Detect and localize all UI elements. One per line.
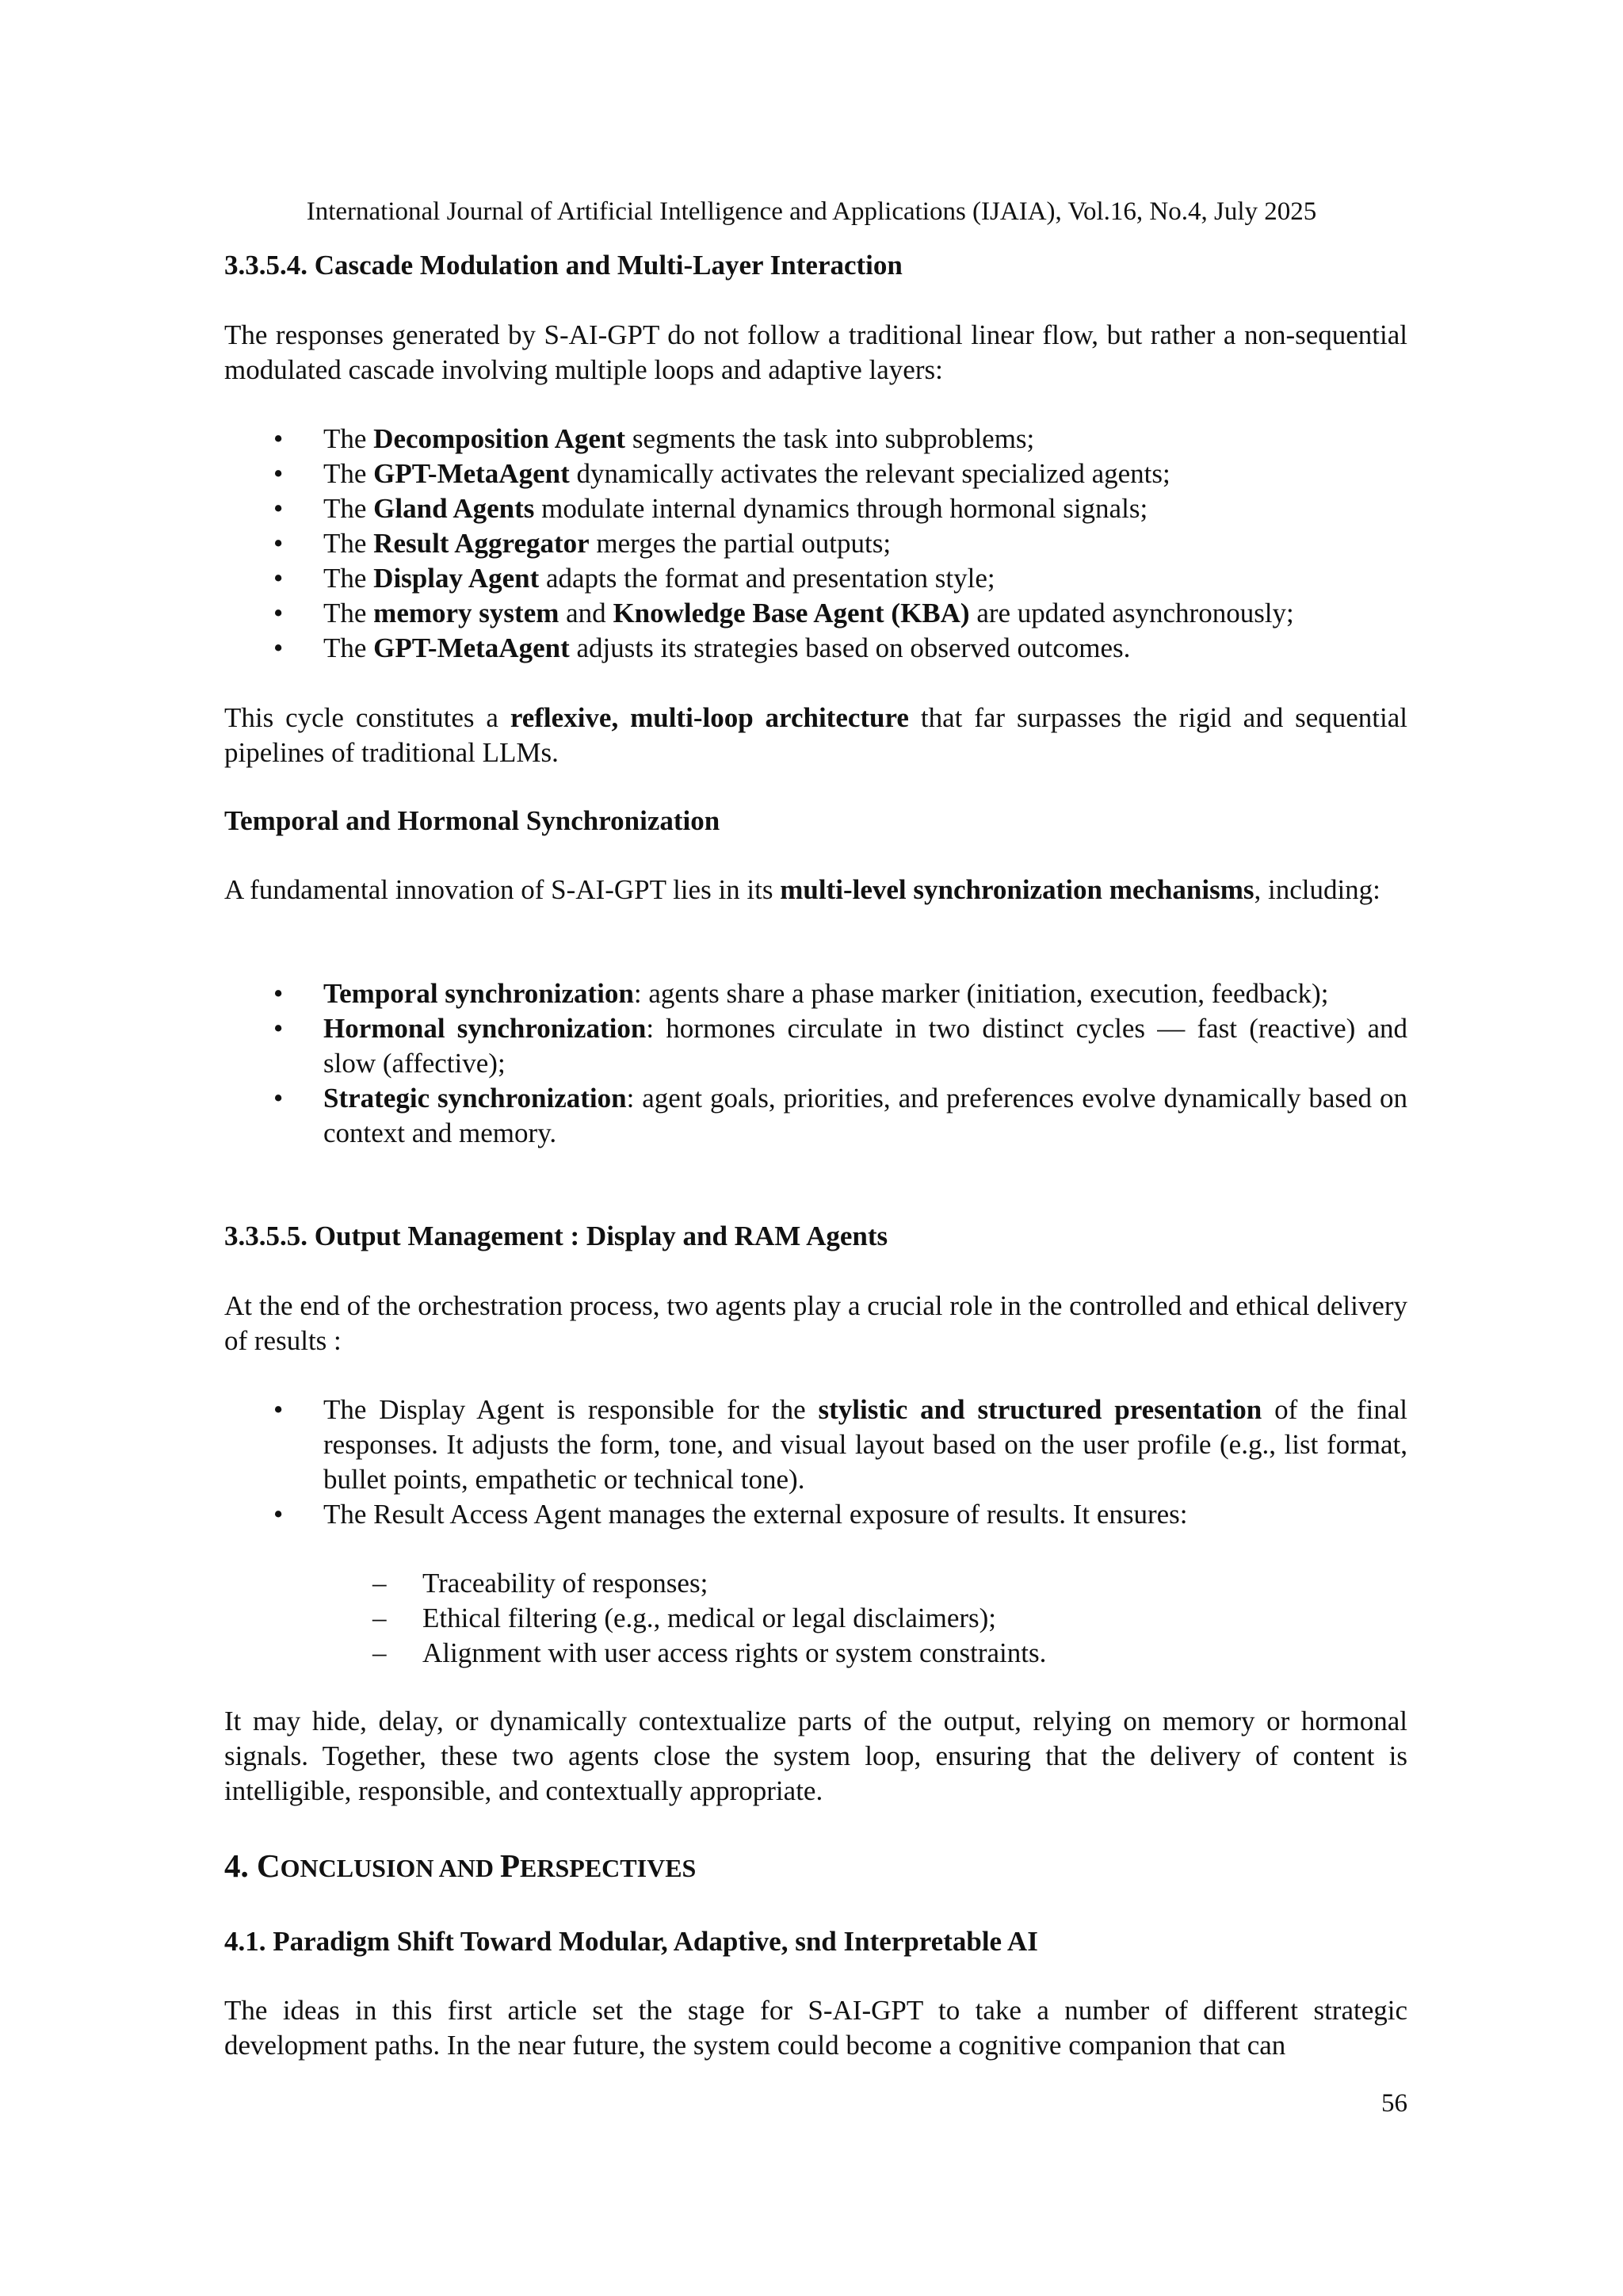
list-item: • The Display Agent adapts the format and presentation style; (224, 561, 1407, 596)
subsection-heading-synchronization: Temporal and Hormonal Synchronization (224, 805, 720, 836)
list-item: • The GPT-MetaAgent adjusts its strategies based on observed outcomes. (224, 631, 1407, 666)
section-intro-paragraph: The responses generated by S-AI-GPT do not follow a traditional linear flow, but rather a non-sequential modulated cascade involving multiple loops and adaptive layers: (224, 319, 1407, 385)
section-heading-4: 4. CONCLUSION AND PERSPECTIVES (224, 1847, 697, 1884)
bullet-marker: • (273, 563, 284, 594)
bullet-marker: • (273, 1013, 284, 1044)
dash-marker: – (372, 1568, 387, 1599)
output-closing-paragraph: It may hide, delay, or dynamically contextualize parts of the output, relying on memory or hormonal signals. Together, these two agents close the system loop, ensuring that the delivery of content is intelligible, responsible, and contextually appropriate. (224, 1706, 1407, 1806)
bullet-marker: • (273, 978, 284, 1009)
bullet-marker: • (273, 598, 284, 628)
list-item: • The Decomposition Agent segments the task into subproblems; (224, 422, 1407, 457)
list-item: – Traceability of responses; (372, 1566, 1407, 1601)
page-number: 56 (1381, 2089, 1407, 2118)
bullet-marker: • (273, 1499, 284, 1530)
output-agent-bullet-list (224, 1392, 1407, 1532)
conclusion-paragraph: The ideas in this first article set the stage for S-AI-GPT to take a number of different strategic development paths. In the near future, the system could become a cognitive companion that can (224, 1995, 1407, 2061)
section-heading-3-3-5-5: 3.3.5.5. Output Management : Display and RAM Agents (224, 1221, 888, 1251)
list-item: • The Gland Agents modulate internal dynamics through hormonal signals; (224, 491, 1407, 526)
bullet-marker: • (273, 1083, 284, 1114)
list-item: • The Display Agent is responsible for the stylistic and structured presentation of the final responses. It adjusts the form, tone, and visual layout based on the user profile (e.g., list format, bullet points, empathetic or technical tone). (273, 1394, 1408, 1495)
list-item: • The Result Aggregator merges the partial outputs; (224, 526, 1407, 561)
list-item: • Temporal synchronization: agents share a phase marker (initiation, execution, feedback); (224, 976, 1407, 1011)
bullet-marker: • (273, 1394, 284, 1425)
bullet-marker: • (273, 632, 284, 663)
list-item: • The GPT-MetaAgent dynamically activates the relevant specialized agents; (224, 457, 1407, 491)
list-item: – Ethical filtering (e.g., medical or legal disclaimers); (372, 1601, 1407, 1636)
list-item: • The Result Access Agent manages the external exposure of results. It ensures: (224, 1497, 1407, 1532)
list-item: – Alignment with user access rights or system constraints. (372, 1636, 1407, 1671)
output-intro-paragraph: At the end of the orchestration process, two agents play a crucial role in the controlled and ethical delivery of results : (224, 1290, 1407, 1356)
synchronization-bullet-list (224, 976, 1407, 1151)
section-heading-3-3-5-4: 3.3.5.4. Cascade Modulation and Multi-Layer Interaction (224, 250, 903, 281)
dash-marker: – (372, 1603, 387, 1633)
list-item: • Strategic synchronization: agent goals, priorities, and preferences evolve dynamically based on context and memory. (273, 1083, 1407, 1148)
bullet-marker: • (273, 458, 284, 489)
agent-bullet-list (224, 422, 1407, 666)
bullet-marker: • (273, 493, 284, 524)
journal-header: International Journal of Artificial Intelligence and Applications (IJAIA), Vol.16, No.4, July 2025 (306, 197, 1317, 226)
list-item: • The memory system and Knowledge Base Agent (KBA) are updated asynchronously; (224, 596, 1407, 631)
section-heading-4-1: 4.1. Paradigm Shift Toward Modular, Adaptive, snd Interpretable AI (224, 1926, 1038, 1957)
list-item: • Hormonal synchronization: hormones circulate in two distinct cycles — fast (reactive) and slow (affective); (273, 1013, 1407, 1079)
cycle-summary-paragraph: This cycle constitutes a reflexive, multi-loop architecture that far surpasses the rigid and sequential pipelines of traditional LLMs. (224, 702, 1407, 768)
synchronization-intro-paragraph: A fundamental innovation of S-AI-GPT lies in its multi-level synchronization mechanisms, including: (224, 874, 1381, 905)
dash-marker: – (372, 1637, 387, 1668)
access-agent-dash-list (372, 1566, 1407, 1671)
bullet-marker: • (273, 423, 284, 454)
bullet-marker: • (273, 528, 284, 559)
